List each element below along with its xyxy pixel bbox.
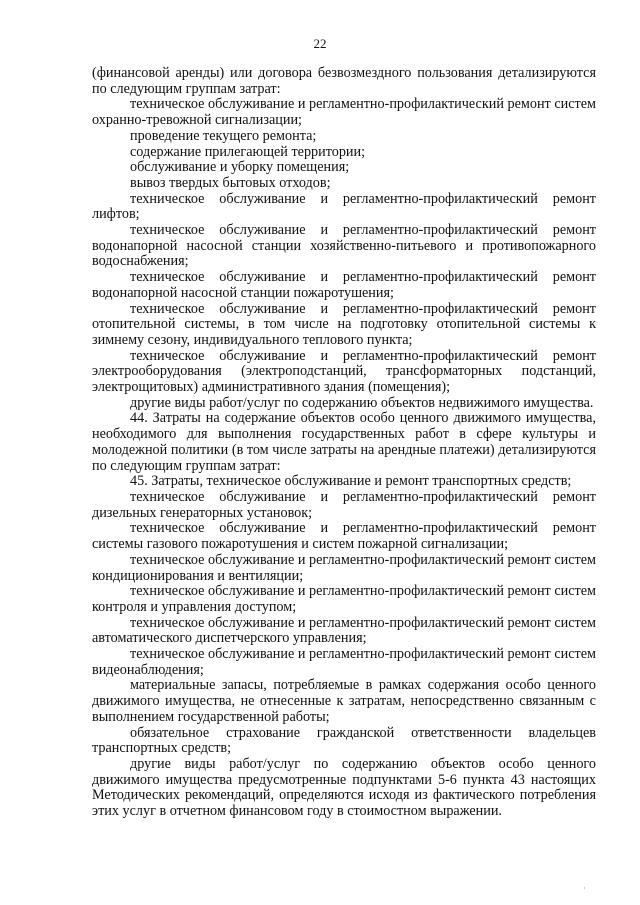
paragraph: техническое обслуживание и регламентно-профилактический ремонт отопительной системы, в том числе на подготовку отопительной системы к зимнему сезону, индивидуального теплового пункта; — [92, 300, 596, 348]
paragraph: обязательное страхование гражданской ответственности владельцев транспортных средств; — [92, 724, 596, 757]
page-number: 22 — [313, 36, 327, 51]
paragraph: обслуживание и уборку помещения; — [130, 159, 350, 176]
paragraph: техническое обслуживание и регламентно-профилактический ремонт электрооборудования (электроподстанций, трансформаторных подстанций, электрощитовых) административного здания (помещения); — [92, 347, 596, 396]
body-text — [92, 66, 596, 820]
paragraph: 44. Затраты на содержание объектов особо ценного движимого имущества, необходимого для выполнения государственных работ в сфере культуры и молодежной политики (в том числе затраты на арендные платежи) детализируются по следующим группам затрат: — [92, 410, 596, 474]
paragraph: техническое обслуживание и регламентно-профилактический ремонт систем видеонаблюдения; — [92, 646, 596, 678]
paragraph: техническое обслуживание и регламентно-профилактический ремонт систем охранно-тревожной сигнализации; — [92, 96, 596, 129]
paragraph: 45. Затраты, техническое обслуживание и ремонт транспортных средств; — [130, 473, 572, 490]
paragraph: другие виды работ/услуг по содержанию объектов особо ценного движимого имущества предусмотренные подпунктами 5-6 пункта 43 настоящих Методических рекомендаций, определяются исходя из фактического потребления этих услуг в отчетном финансовом году в стоимостном выражении. — [92, 755, 596, 820]
paragraph: техническое обслуживание и регламентно-профилактический ремонт системы газового пожаротушения и систем пожарной сигнализации; — [92, 520, 596, 553]
paragraph: техническое обслуживание и регламентно-профилактический ремонт водонапорной насосной станции хозяйственно-питьевого и противопожарного водоснабжения; — [92, 222, 596, 270]
paragraph: техническое обслуживание и регламентно-профилактический ремонт водонапорной насосной станции пожаротушения; — [92, 269, 596, 301]
paragraph: техническое обслуживание и регламентно-профилактический ремонт лифтов; — [92, 190, 596, 223]
paragraph: материальные запасы, потребляемые в рамках содержания особо ценного движимого имущества, не отнесенные к затратам, непосредственно связанным с выполнением государственной работы; — [92, 677, 596, 725]
paragraph: содержание прилегающей территории; — [130, 143, 366, 160]
paragraph: проведение текущего ремонта; — [130, 127, 317, 144]
paragraph: вывоз твердых бытовых отходов; — [130, 174, 331, 191]
paragraph: (финансовой аренды) или договора безвозмездного пользования детализируются по следующим группам затрат: — [92, 65, 596, 97]
scan-speck: · — [583, 884, 586, 893]
paragraph: другие виды работ/услуг по содержанию объектов недвижимого имущества. — [130, 394, 594, 411]
paragraph: техническое обслуживание и регламентно-профилактический ремонт дизельных генераторных установок; — [92, 488, 596, 521]
paragraph: техническое обслуживание и регламентно-профилактический ремонт систем контроля и управления доступом; — [92, 583, 596, 615]
paragraph: техническое обслуживание и регламентно-профилактический ремонт систем автоматического диспетчерского управления; — [92, 614, 596, 647]
paragraph: техническое обслуживание и регламентно-профилактический ремонт систем кондиционирования и вентиляции; — [92, 551, 596, 584]
